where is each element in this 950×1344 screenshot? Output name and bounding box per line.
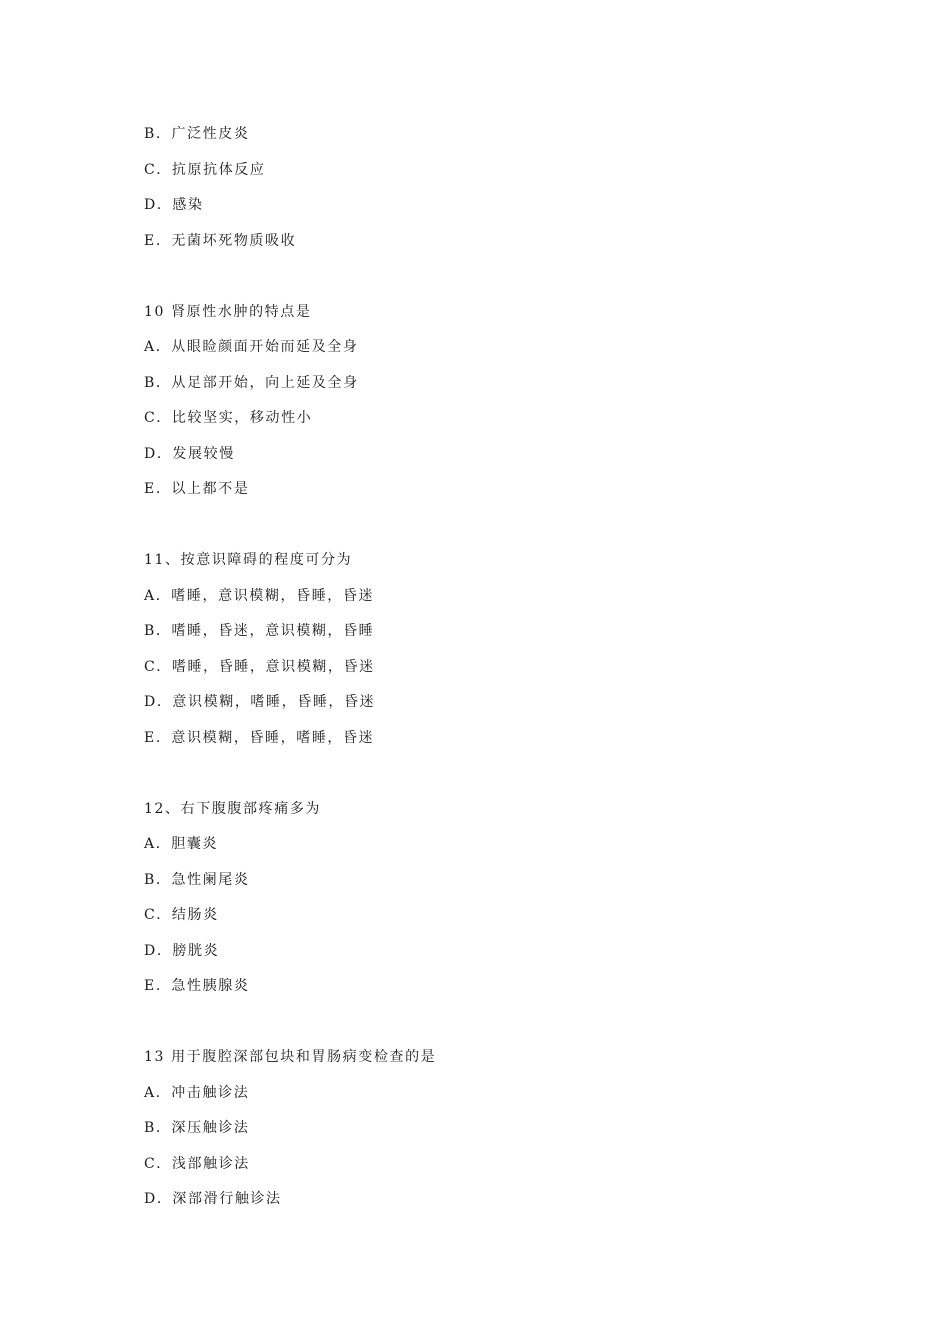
option-d: D．感染 [144,197,204,213]
spacer [144,1012,844,1048]
option-b: B．广泛性皮炎 [144,126,250,142]
option-a: A．胆囊炎 [144,836,219,852]
option-b: B．从足部开始，向上延及全身 [144,374,359,391]
document-page [144,124,844,1225]
option-d: D．意识模糊，嗜睡，昏睡，昏迷 [144,694,376,710]
question-stem: 12、右下腹腹部疼痛多为 [144,800,322,817]
option-c: C．比较坚实，移动性小 [144,410,313,426]
option-c: C．结肠炎 [144,907,219,923]
option-b: B．深压触诊法 [144,1120,250,1136]
option-a: A．从眼睑颜面开始而延及全身 [144,339,359,355]
option-b: B．急性阑尾炎 [144,871,250,888]
option-c: C．抗原抗体反应 [144,161,266,178]
spacer [144,763,844,799]
option-b: B．嗜睡，昏迷，意识模糊，昏睡 [144,623,375,639]
option-d: D．深部滑行触诊法 [144,1191,282,1207]
option-d: D．发展较慢 [144,445,235,462]
question-stem: 10 肾原性水肿的特点是 [144,303,312,320]
option-e: E．无菌坏死物质吸收 [144,232,297,249]
spacer [144,515,844,551]
question-12 [144,799,844,1012]
question-10 [144,302,844,515]
question-stem: 13 用于腹腔深部包块和胃肠病变检查的是 [144,1049,437,1065]
option-d: D．膀胱炎 [144,942,220,959]
question-stem: 11、按意识障碍的程度可分为 [144,552,353,568]
previous-question-fragment [144,124,844,266]
option-e: E．意识模糊，昏睡，嗜睡，昏迷 [144,729,375,746]
question-13 [144,1047,844,1225]
option-a: A．嗜睡，意识模糊，昏睡，昏迷 [144,587,375,604]
option-e: E．以上都不是 [144,481,250,497]
option-c: C．嗜睡，昏睡，意识模糊，昏迷 [144,658,375,675]
option-a: A．冲击触诊法 [144,1084,250,1101]
question-11 [144,550,844,763]
option-c: C．浅部触诊法 [144,1155,250,1172]
spacer [144,266,844,302]
option-e: E．急性胰腺炎 [144,978,250,994]
